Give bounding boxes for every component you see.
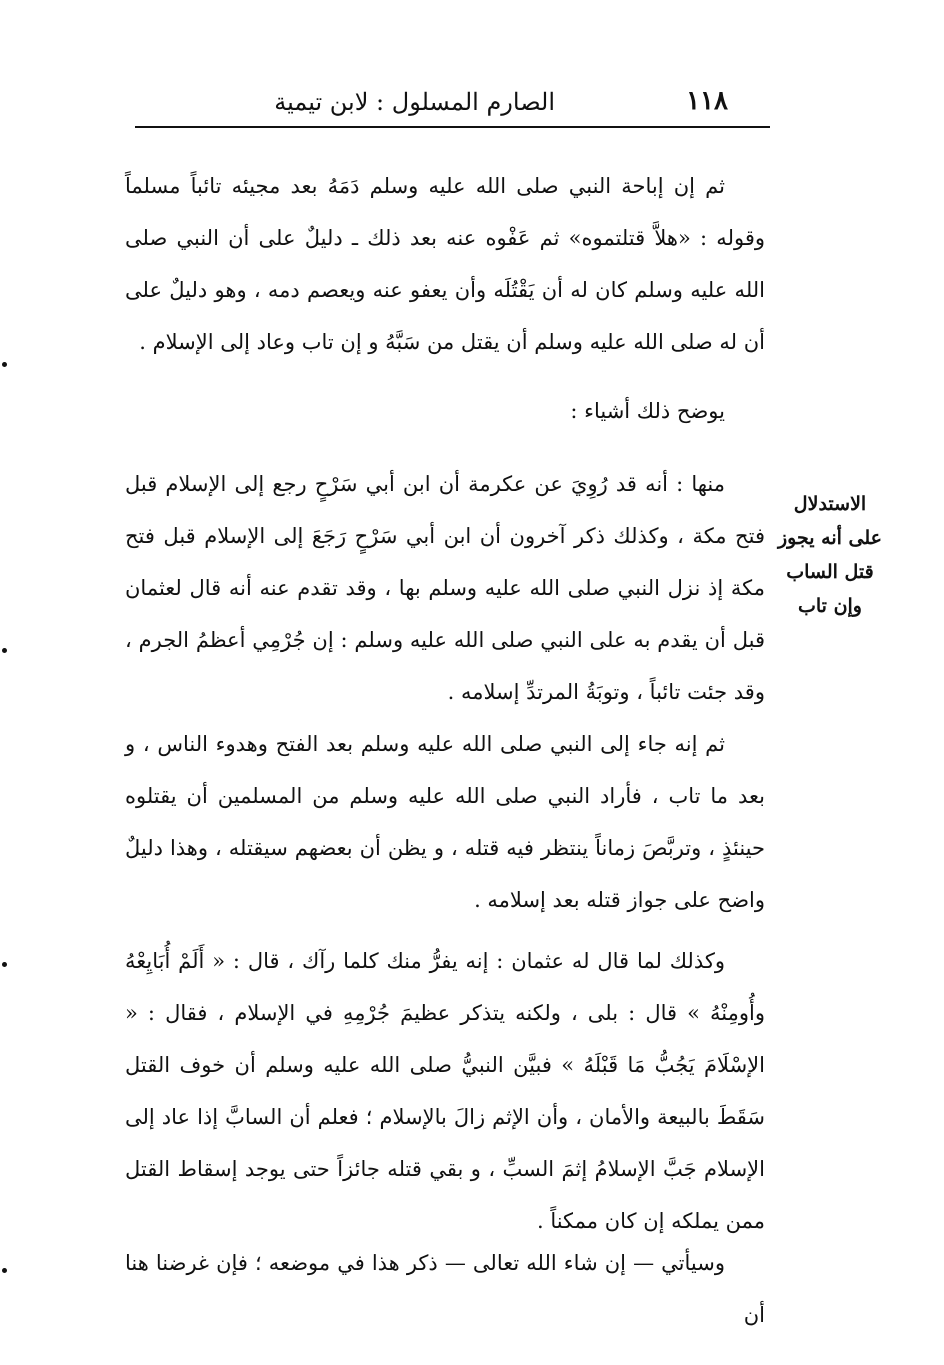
scan-speck	[2, 648, 7, 653]
scan-speck	[2, 1268, 7, 1273]
margin-note-line: قتل الساب	[786, 561, 874, 583]
scan-speck	[2, 362, 7, 367]
paragraph-text: منها : أنه قد رُوِيَ عن عكرمة أن ابن أبي سَرْحٍ رجع إلى الإسلام قبل فتح مكة ، وكذلك ذكر آخرون أن ابن أبي سَرْحٍ رَجَعَ إلى الإسلام قبل فتح مكة إذ نزل النبي صلى الله عليه وسلم بها ، وقد تقدم عنه أنه قال لعثمان قبل أن يقدم به على النبي صلى الله عليه وسلم : إن جُرْمِي أعظمُ الجرم ، وقد جئت تائباً ، وتوبَةُ المرتدِّ إسلامه .	[125, 472, 765, 704]
margin-note-line: الاستدلال	[793, 493, 867, 515]
page-header	[135, 82, 770, 128]
paragraph-6	[125, 1237, 765, 1341]
margin-note-line: وإن تاب	[798, 595, 862, 617]
paragraph-text: وكذلك لما قال له عثمان : إنه يفرُّ منك كلما رآك ، قال : « أَلَمْ أُبَايِعْهُ وأُومِنْهُ » قال : بلى ، ولكنه يتذكر عظيمَ جُرْمِهِ في الإسلام ، فقال : « الإسْلَامَ يَجُبُّ مَا قَبْلَهُ » فبيَّن النبيُّ صلى الله عليه وسلم أن خوف القتل سَقَطَ بالبيعة والأمان ، وأن الإثم زالَ بالإسلام ؛ فعلم أن السابَّ إذا عاد إلى الإسلام جَبَّ الإسلامُ إثمَ السبِّ ، و بقي قتله جائزاً حتى يوجد إسقاط القتل ممن يملكه إن كان ممكناً .	[125, 949, 766, 1233]
paragraph-5	[125, 935, 765, 1247]
margin-note	[775, 487, 885, 623]
margin-note-line: على أنه يجوز	[778, 527, 882, 549]
paragraph-text: يوضح ذلك أشياء :	[570, 399, 725, 423]
scan-speck	[2, 962, 7, 967]
paragraph-text: ثم إن إباحة النبي صلى الله عليه وسلم دَمَهُ بعد مجيئه تائباً مسلماً وقوله : «هلاَّ قتلتموه» ثم عَفْوه عنه بعد ذلك ـ دليلٌ على أن النبي صلى الله عليه وسلم كان له أن يَقْتُلَه وأن يعفو عنه ويعصم دمه ، وهو دليلٌ على أن له صلى الله عليه وسلم أن يقتل من سَبَّهُ و إن تاب وعاد إلى الإسلام .	[125, 174, 765, 354]
page-number: ١١٨	[686, 86, 728, 116]
paragraph-text: وسيأتي — إن شاء الله تعالى — ذكر هذا في موضعه ؛ فإن غرضنا هنا أن	[125, 1251, 765, 1327]
paragraph-3	[125, 458, 765, 718]
running-title: الصارم المسلول : لابن تيمية	[274, 88, 555, 116]
paragraph-1	[125, 160, 765, 368]
paragraph-text: ثم إنه جاء إلى النبي صلى الله عليه وسلم بعد الفتح وهدوء الناس ، و بعد ما تاب ، فأراد النبي صلى الله عليه وسلم من المسلمين أن يقتلوه حينئذٍ ، وتربَّصَ زماناً ينتظر فيه قتله ، و يظن أن بعضهم سيقتله ، وهذا دليلٌ واضح على جواز قتله بعد إسلامه .	[125, 732, 765, 912]
paragraph-4	[125, 718, 765, 926]
paragraph-2	[125, 385, 765, 437]
